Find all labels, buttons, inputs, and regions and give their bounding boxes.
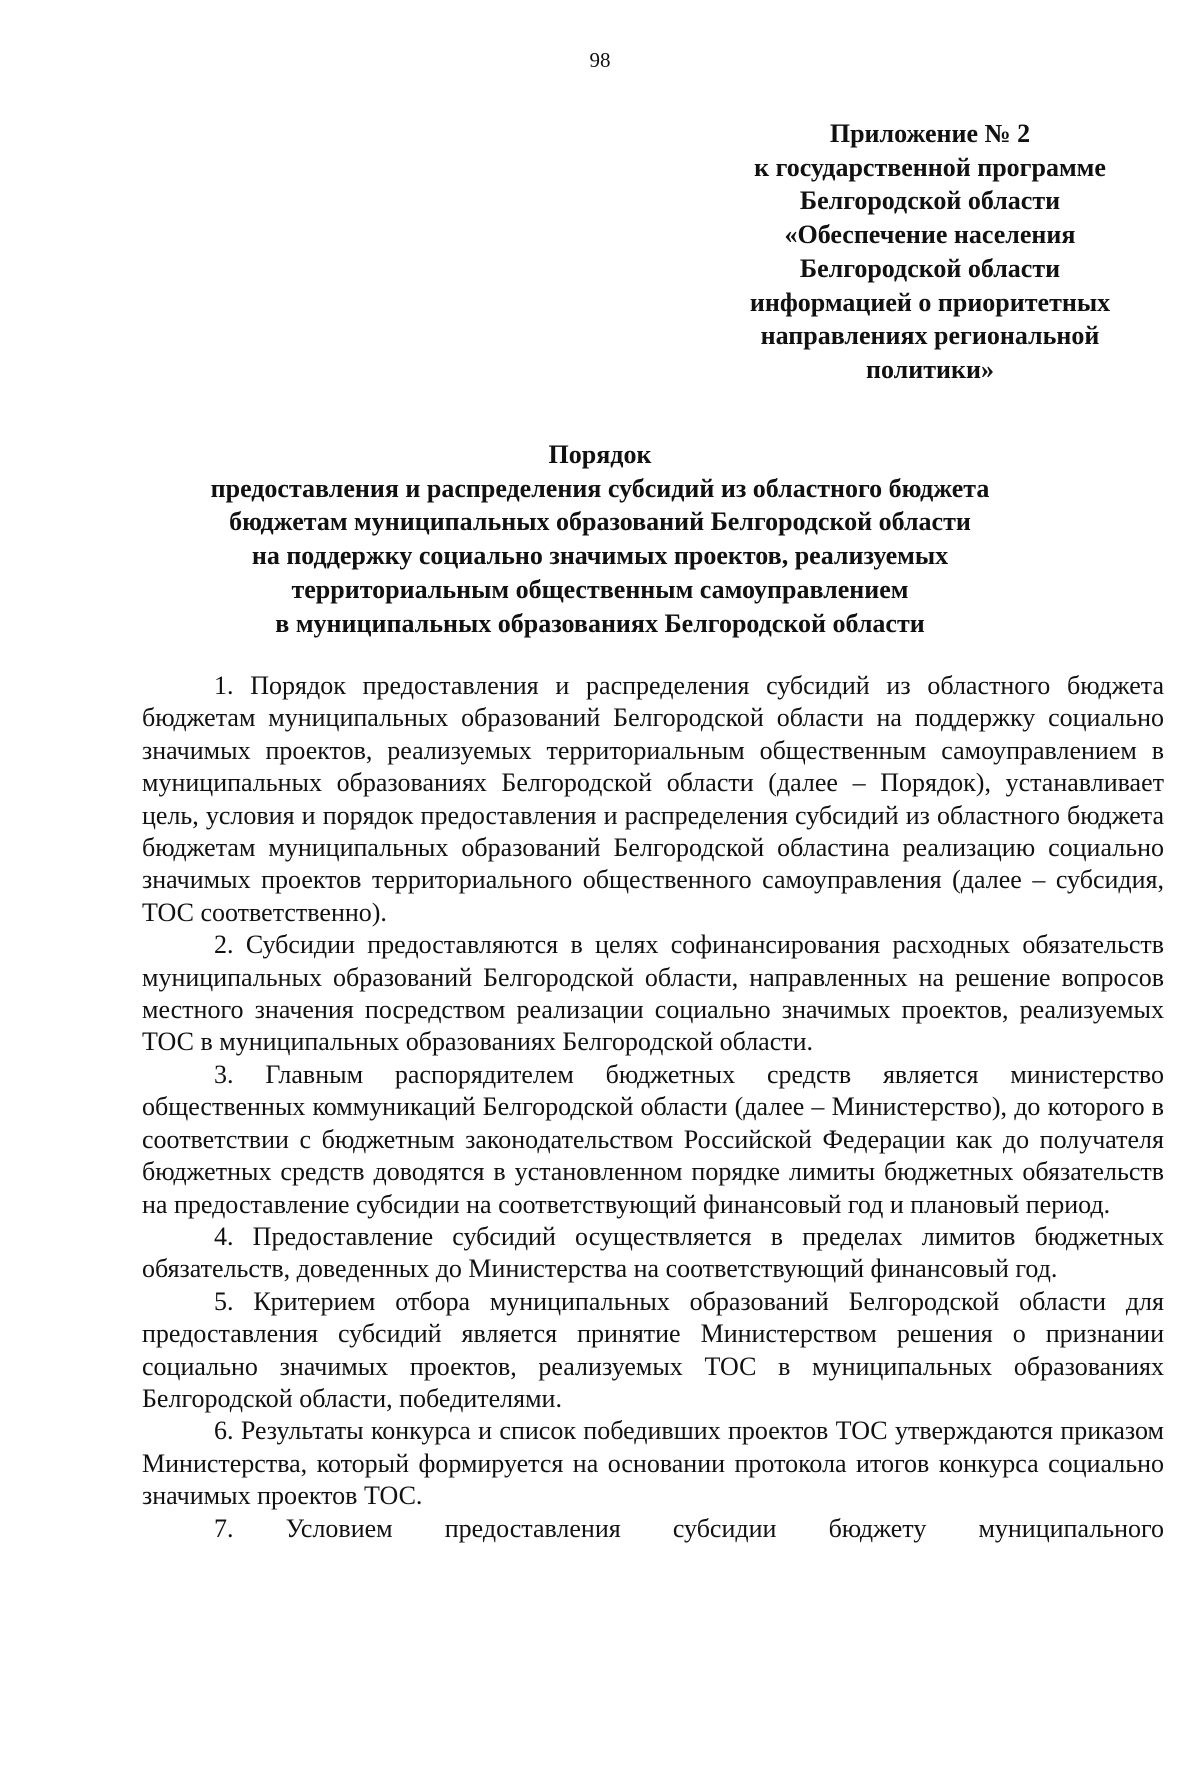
- appendix-line: к государственной программе: [754, 152, 1106, 182]
- title-line: в муниципальных образованиях Белгородской области: [275, 608, 925, 638]
- title-line: Порядок: [548, 440, 652, 469]
- document-body: [142, 670, 1164, 1545]
- appendix-line: информацией о приоритетных: [749, 287, 1111, 317]
- paragraph-6: 6. Результаты конкурса и список победивших проектов ТОС утверждаются приказом Министерства, который формируется на основании протокола итогов конкурса социально значимых проектов ТОС.: [142, 1416, 1164, 1511]
- paragraph-1: 1. Порядок предоставления и распределения субсидий из областного бюджета бюджетам муниципальных образований Белгородской области на поддержку социально значимых проектов, реализуемых территориальным общественным самоуправлением в муниципальных образованиях Белгородской области (далее – Порядок), устанавливает цель, условия и порядок предоставления и распределения субсидий из областного бюджета бюджетам муниципальных образований Белгородской областина реализацию социально значимых проектов территориального общественного самоуправления (далее – субсидия, ТОС соответственно).: [142, 671, 1164, 927]
- paragraph-3: 3. Главным распорядителем бюджетных средств является министерство общественных коммуникаций Белгородской области (далее – Министерство), до которого в соответствии с бюджетным законодательством Российской Федерации как до получателя бюджетных средств доводятся в установленном порядке лимиты бюджетных обязательств на предоставление субсидии на соответствующий финансовый год и плановый период.: [142, 1059, 1164, 1219]
- paragraph-7: 7. Условием предоставления субсидии бюджету муниципального: [214, 1513, 1164, 1543]
- title-line: на поддержку социально значимых проектов, реализуемых: [251, 541, 949, 571]
- paragraph-4: 4. Предоставление субсидий осуществляется в пределах лимитов бюджетных обязательств, доведенных до Министерства на соответствующий финансовый год.: [142, 1221, 1164, 1284]
- appendix-line: политики»: [866, 354, 994, 384]
- appendix-line: Белгородской области: [799, 186, 1061, 216]
- page-number: 98: [589, 48, 611, 72]
- appendix-line: Приложение № 2: [829, 119, 1031, 148]
- title-line: бюджетам муниципальных образований Белгородской области: [229, 507, 971, 537]
- document-title: [0, 438, 1200, 640]
- appendix-line: Белгородской области: [799, 253, 1061, 283]
- appendix-line: направлениях региональной: [760, 321, 1100, 351]
- paragraph-2: 2. Субсидии предоставляются в целях софинансирования расходных обязательств муниципальных образований Белгородской области, направленных на решение вопросов местного значения посредством реализации социально значимых проектов, реализуемых ТОС в муниципальных образованиях Белгородской области.: [142, 930, 1164, 1057]
- appendix-line: «Обеспечение населения: [784, 220, 1076, 250]
- paragraph-5: 5. Критерием отбора муниципальных образований Белгородской области для предоставления субсидий является принятие Министерством решения о признании социально значимых проектов, реализуемых ТОС в муниципальных образованиях Белгородской области, победителями.: [142, 1286, 1164, 1413]
- title-line: территориальным общественным самоуправлением: [291, 574, 909, 604]
- appendix-heading: [700, 117, 1160, 387]
- title-line: предоставления и распределения субсидий из областного бюджета: [210, 473, 990, 503]
